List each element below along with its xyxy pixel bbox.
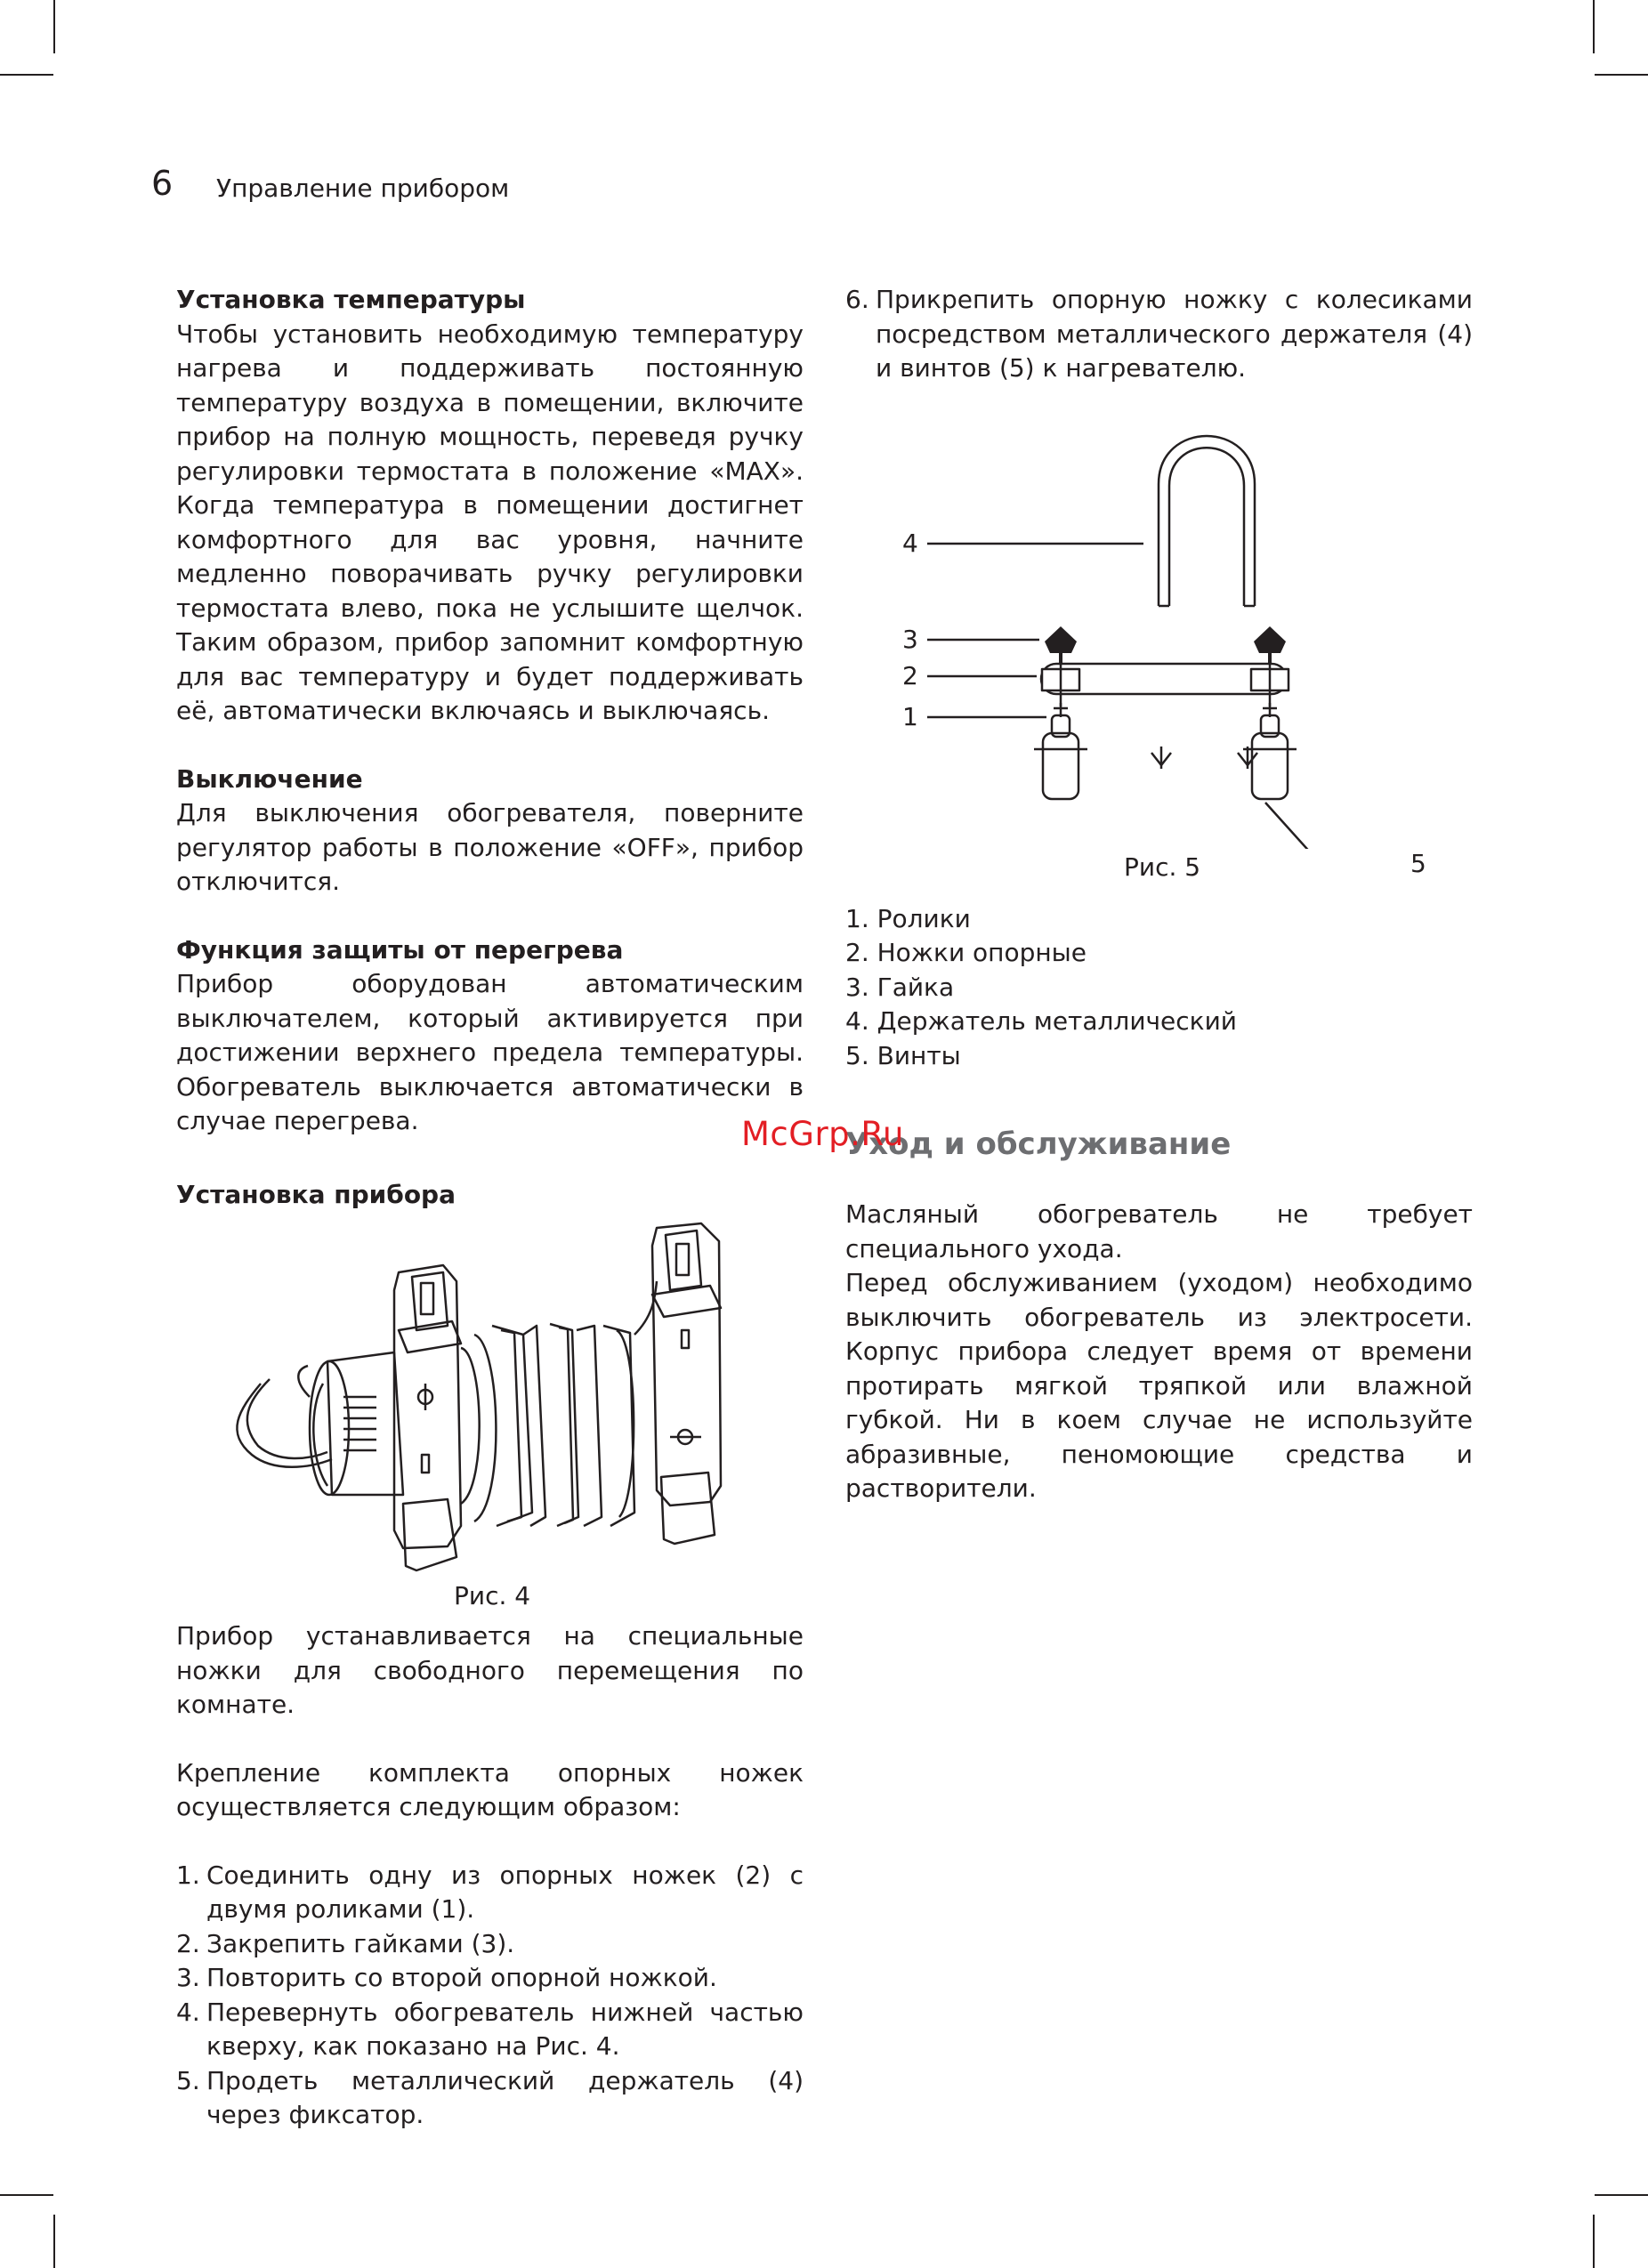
callout-4: 4 — [902, 528, 918, 558]
watermark: McGrp.Ru — [741, 1115, 904, 1153]
crop-mark — [1595, 74, 1648, 76]
paragraph-off: Для выключения обогревателя, поверните регулятор работы в положение «OFF», прибор отключится. — [176, 798, 804, 896]
section-heading-install: Установка прибора — [176, 1179, 456, 1209]
right-column — [845, 283, 1473, 1506]
figure-caption: Рис. 4 — [454, 1581, 531, 1610]
parts-legend — [845, 902, 1473, 1074]
heater-illustration — [176, 1219, 804, 1575]
list-item: 3. Гайка — [845, 972, 955, 1002]
list-item: 2. Ножки опорные — [845, 938, 1087, 967]
section-heading-overheat: Функция защиты от перегрева — [176, 934, 624, 965]
list-item: 4. Держатель металлический — [845, 1006, 1237, 1036]
list-item: 6. Прикрепить опорную ножку с колесиками посредством металлического держателя (4) и винтов (5) к нагревателю. — [845, 285, 1473, 383]
list-item: 5. Продеть металлический держатель (4) через фиксатор. — [176, 2065, 804, 2129]
paragraph-install-1: Прибор устанавливается на специальные ножки для свободного перемещения по комнате. — [176, 1621, 804, 1719]
paragraph-install-2: Крепление комплекта опорных ножек осуществляется следующим образом: — [176, 1757, 804, 1821]
figure-4 — [176, 1219, 804, 1619]
list-item: 2. Закрепить гайками (3). — [176, 1928, 515, 1958]
crop-mark — [1593, 0, 1595, 53]
list-item: 3. Повторить со второй опорной ножкой. — [176, 1963, 717, 1992]
list-item: 5. Винты — [845, 1040, 961, 1070]
figure-5 — [845, 386, 1473, 902]
list-item: 4. Перевернуть обогреватель нижней частью кверху, как показано на Рис. 4. — [176, 1997, 804, 2061]
section-heading-temperature: Установка температуры — [176, 285, 526, 314]
callout-2: 2 — [902, 660, 918, 690]
install-steps — [176, 1859, 804, 2133]
running-header: Управление прибором — [216, 174, 510, 203]
paragraph-overheat: Прибор оборудован автоматическим выключателем, который активируется при достижении верхнего предела температуры. Обогреватель выключается автоматически в случае перегрева. — [176, 969, 804, 1135]
figure-caption: Рис. 5 — [1124, 852, 1201, 882]
section-title-care: Уход и обслуживание — [845, 1126, 1232, 1162]
crop-mark — [53, 0, 55, 53]
crop-mark — [0, 74, 53, 76]
paragraph-care-2: Перед обслуживанием (уходом) необходимо выключить обогреватель из электросети. Корпус прибора следует время от времени протирать мягкой тряпкой или влажной губкой. Ни в коем случае не используйте абразивные, пеномоющие средства и растворители. — [845, 1268, 1473, 1503]
support-leg-diagram — [845, 386, 1473, 849]
list-item: 1. Ролики — [845, 903, 971, 933]
page-number: 6 — [151, 164, 174, 203]
section-heading-off: Выключение — [176, 763, 363, 794]
crop-mark — [53, 2215, 55, 2268]
list-item: 1. Соединить одну из опорных ножек (2) с двумя роликами (1). — [176, 1860, 804, 1924]
crop-mark — [0, 2194, 53, 2196]
callout-5: 5 — [1410, 848, 1426, 878]
left-column — [176, 283, 804, 2133]
callout-3: 3 — [902, 624, 918, 654]
paragraph-care-1: Масляный обогреватель не требует специального ухода. — [845, 1199, 1473, 1263]
crop-mark — [1593, 2215, 1595, 2268]
install-steps-continued — [845, 283, 1473, 386]
crop-mark — [1595, 2194, 1648, 2196]
callout-1: 1 — [902, 701, 918, 731]
paragraph-temperature: Чтобы установить необходимую температуру нагрева и поддерживать постоянную температуру воздуха в помещении, включите прибор на полную мощность, переведя ручку регулировки термостата в положение «MAX». Когда температура в помещении достигнет комфортного для вас уровня, начните медленно поворачивать ручку регулировки термостата влево, пока не услышите щелчок. Таким образом, прибор запомнит комфортную для вас температуру и будет поддерживать её, автоматически включаясь и выключаясь. — [176, 319, 804, 725]
